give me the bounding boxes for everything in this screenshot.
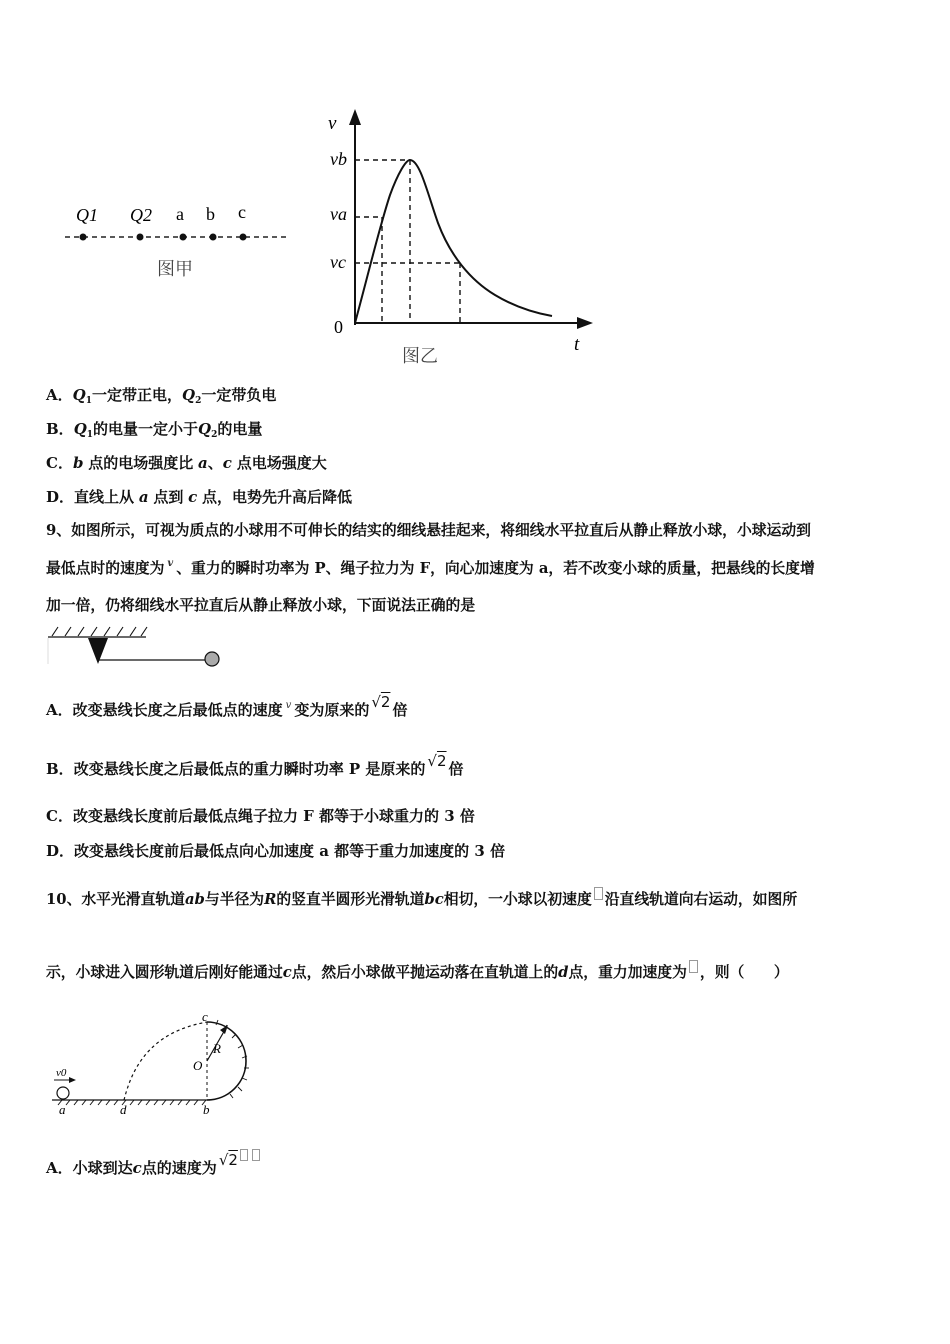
q9-stem-line3: 加一倍，仍将细线水平拉直后从静止释放小球，下面说法正确的是 (46, 597, 476, 614)
figure-yi (320, 105, 610, 370)
label-b: b (203, 1102, 210, 1117)
x-axis-arrow (577, 317, 593, 329)
label-c: c (238, 202, 246, 222)
axis-t-label: t (574, 334, 580, 355)
track-figure (50, 1008, 260, 1118)
v0-arrowhead (69, 1077, 76, 1083)
ball-a (57, 1087, 69, 1099)
q9-option-c[interactable]: C．改变悬线长度前后最低点绳子拉力 F 都等于小球重力的 3 倍 (46, 807, 475, 825)
point-q2 (137, 234, 144, 241)
y-axis-arrow (349, 109, 361, 125)
ball (205, 652, 219, 666)
q9-stem-line2: 最低点时的速度为 $^v$ 、重力的瞬时功率为 P、绳子拉力为 F，向心加速度为 a，若不改变小球的质量，把悬线的长度增 (46, 558, 815, 577)
ceiling-hatching (52, 627, 147, 636)
missing-glyph-v0 (594, 887, 603, 900)
point-q1 (80, 234, 87, 241)
sqrt-2-a: √2 (371, 693, 391, 711)
sqrt-2gr: √2 (219, 1151, 262, 1169)
vb-label: vb (330, 149, 347, 169)
missing-glyph-r (252, 1149, 260, 1161)
label-c: c (202, 1009, 208, 1024)
point-c (240, 234, 247, 241)
label-o: O (193, 1058, 203, 1073)
q10-stem-line2: 示，小球进入圆形轨道后刚好能通过c点，然后小球做平抛运动落在直轨道上的d点，重力加速度为 ，则（ ） (46, 960, 789, 983)
caption-yi: 图乙 (402, 346, 438, 366)
sqrt-2-b: √2 (427, 752, 447, 770)
missing-glyph-g2 (240, 1149, 248, 1161)
label-d: d (120, 1102, 127, 1117)
label-q1: Q1 (76, 205, 98, 225)
q10-option-a[interactable]: A．小球到达c点的速度为 √2 (46, 1157, 264, 1178)
q8-option-b[interactable]: B．$Q_1$的电量一定小于$Q_2$的电量 (46, 420, 263, 440)
caption-jia: 图甲 (157, 259, 193, 279)
label-v0: v0 (56, 1067, 67, 1079)
q10-stem-line1: 10、水平光滑直轨道ab与半径为R的竖直半圆形光滑轨道bc相切，一小球以初速度 沿直线轨道向右运动，如图所 (46, 887, 797, 910)
label-b: b (206, 204, 215, 224)
label-r: R (213, 1041, 221, 1056)
vc-label: vc (330, 252, 346, 272)
missing-glyph-g (689, 960, 698, 973)
ground-hatching (58, 1100, 206, 1105)
origin-label: 0 (334, 317, 343, 337)
va-label: va (330, 204, 347, 224)
label-a: a (176, 204, 184, 224)
label-a: a (59, 1102, 66, 1117)
axis-v-label: v (328, 113, 337, 134)
pendulum-figure (44, 624, 226, 672)
v-t-curve (355, 160, 552, 323)
semicircle-track (207, 1022, 246, 1100)
q9-option-b[interactable]: B．改变悬线长度之后最低点的重力瞬时功率 P 是原来的 √2 倍 (46, 752, 464, 778)
q9-stem-line1: 9、如图所示，可视为质点的小球用不可伸长的结实的细线悬挂起来，将细线水平拉直后从静止释放小球，小球运动到 (46, 522, 811, 539)
q8-option-d[interactable]: D．直线上从 a 点到 c 点，电势先升高后降低 (46, 488, 353, 506)
q9-option-a[interactable]: A．改变悬线长度之后最低点的速度 $^v$ 变为原来的 √2 倍 (46, 693, 408, 719)
point-a (180, 234, 187, 241)
point-b (210, 234, 217, 241)
q8-option-a[interactable]: A．$Q_1$一定带正电，$Q_2$一定带负电 (46, 386, 277, 406)
label-q2: Q2 (130, 205, 152, 225)
q9-option-d[interactable]: D．改变悬线长度前后最低点向心加速度 a 都等于重力加速度的 3 倍 (46, 842, 506, 860)
q8-option-c[interactable]: C．b 点的电场强度比 a、c 点电场强度大 (46, 454, 327, 472)
figure-jia (60, 195, 300, 290)
